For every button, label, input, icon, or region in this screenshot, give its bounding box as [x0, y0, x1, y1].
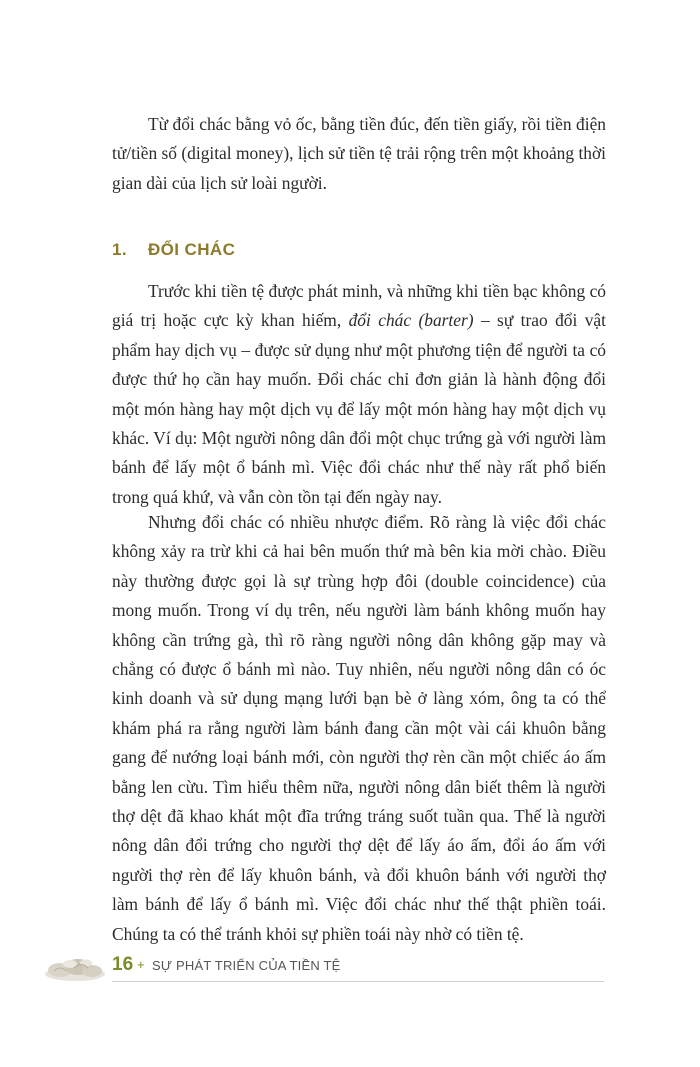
- footer-rule: [112, 981, 604, 982]
- intro-paragraph: Từ đổi chác bằng vỏ ốc, bằng tiền đúc, đến tiền giấy, rồi tiền điện tử/tiền số (digital money), lịch sử tiền tệ trải rộng trên một khoảng thời gian dài của lịch sử loài người.: [112, 114, 606, 193]
- paragraph-2: Nhưng đổi chác có nhiều nhược điểm. Rõ ràng là việc đổi chác không xảy ra trừ khi cả hai bên muốn thứ mà bên kia mời chào. Điều này thường được gọi là sự trùng hợp đôi (double coincidence) của mong muốn. Trong ví dụ trên, nếu người làm bánh không muốn hay không cần trứng gà, thì rõ ràng người nông dân không gặp may và chẳng có được ổ bánh mì nào. Tuy nhiên, nếu người nông dân có óc kinh doanh và sử dụng mạng lưới bạn bè ở làng xóm, ông ta có thể khám phá ra rằng người làm bánh đang cần một vài cái khuôn bằng gang để nướng loại bánh mới, còn người thợ rèn cần một chiếc áo ấm bằng len cừu. Tìm hiểu thêm nữa, người nông dân biết thêm là người thợ dệt đã khao khát một đĩa trứng tráng suốt tuần qua. Thế là người nông dân đổi trứng cho người thợ dệt để lấy áo ấm, đổi áo ấm với người thợ rèn để lấy khuôn bánh, và đổi khuôn bánh với người thợ làm bánh để lấy ổ bánh mì. Việc đổi chác như thế thật phiền toái. Chúng ta có thể tránh khỏi sự phiền toái này nhờ có tiền tệ.: [112, 512, 606, 944]
- paragraph-1-block: [112, 277, 606, 512]
- section-number: 1.: [112, 240, 127, 259]
- running-title: SỰ PHÁT TRIỂN CỦA TIỀN TỆ: [152, 958, 341, 973]
- page-footer: [44, 950, 604, 986]
- shells-icon: [44, 952, 106, 982]
- paragraph-1-after: – sự trao đổi vật phẩm hay dịch vụ – được sử dụng như một phương tiện để người ta có được thứ họ cần hay muốn. Đổi chác chỉ đơn giản là hành động đổi một món hàng hay một dịch vụ để lấy một món hàng hay một dịch vụ khác. Ví dụ: Một người nông dân đổi một chục trứng gà với người làm bánh để lấy một ổ bánh mì. Việc đổi chác như thế này rất phổ biến trong quá khứ, và vẫn còn tồn tại đến ngày nay.: [112, 310, 606, 507]
- paragraph-1: [112, 277, 606, 512]
- paragraph-2-block: [112, 508, 606, 949]
- paragraph-1-before: Trước khi tiền tệ được phát minh, và những khi tiền bạc không có giá trị hoặc cực kỳ khan hiếm,: [112, 281, 606, 331]
- section-heading: [112, 240, 235, 260]
- intro-paragraph-block: [112, 110, 606, 198]
- page-number: 16: [112, 954, 134, 975]
- section-title: ĐỔI CHÁC: [148, 240, 236, 259]
- footer-separator: +: [137, 957, 145, 972]
- paragraph-1-emphasis: đổi chác (barter): [348, 310, 474, 331]
